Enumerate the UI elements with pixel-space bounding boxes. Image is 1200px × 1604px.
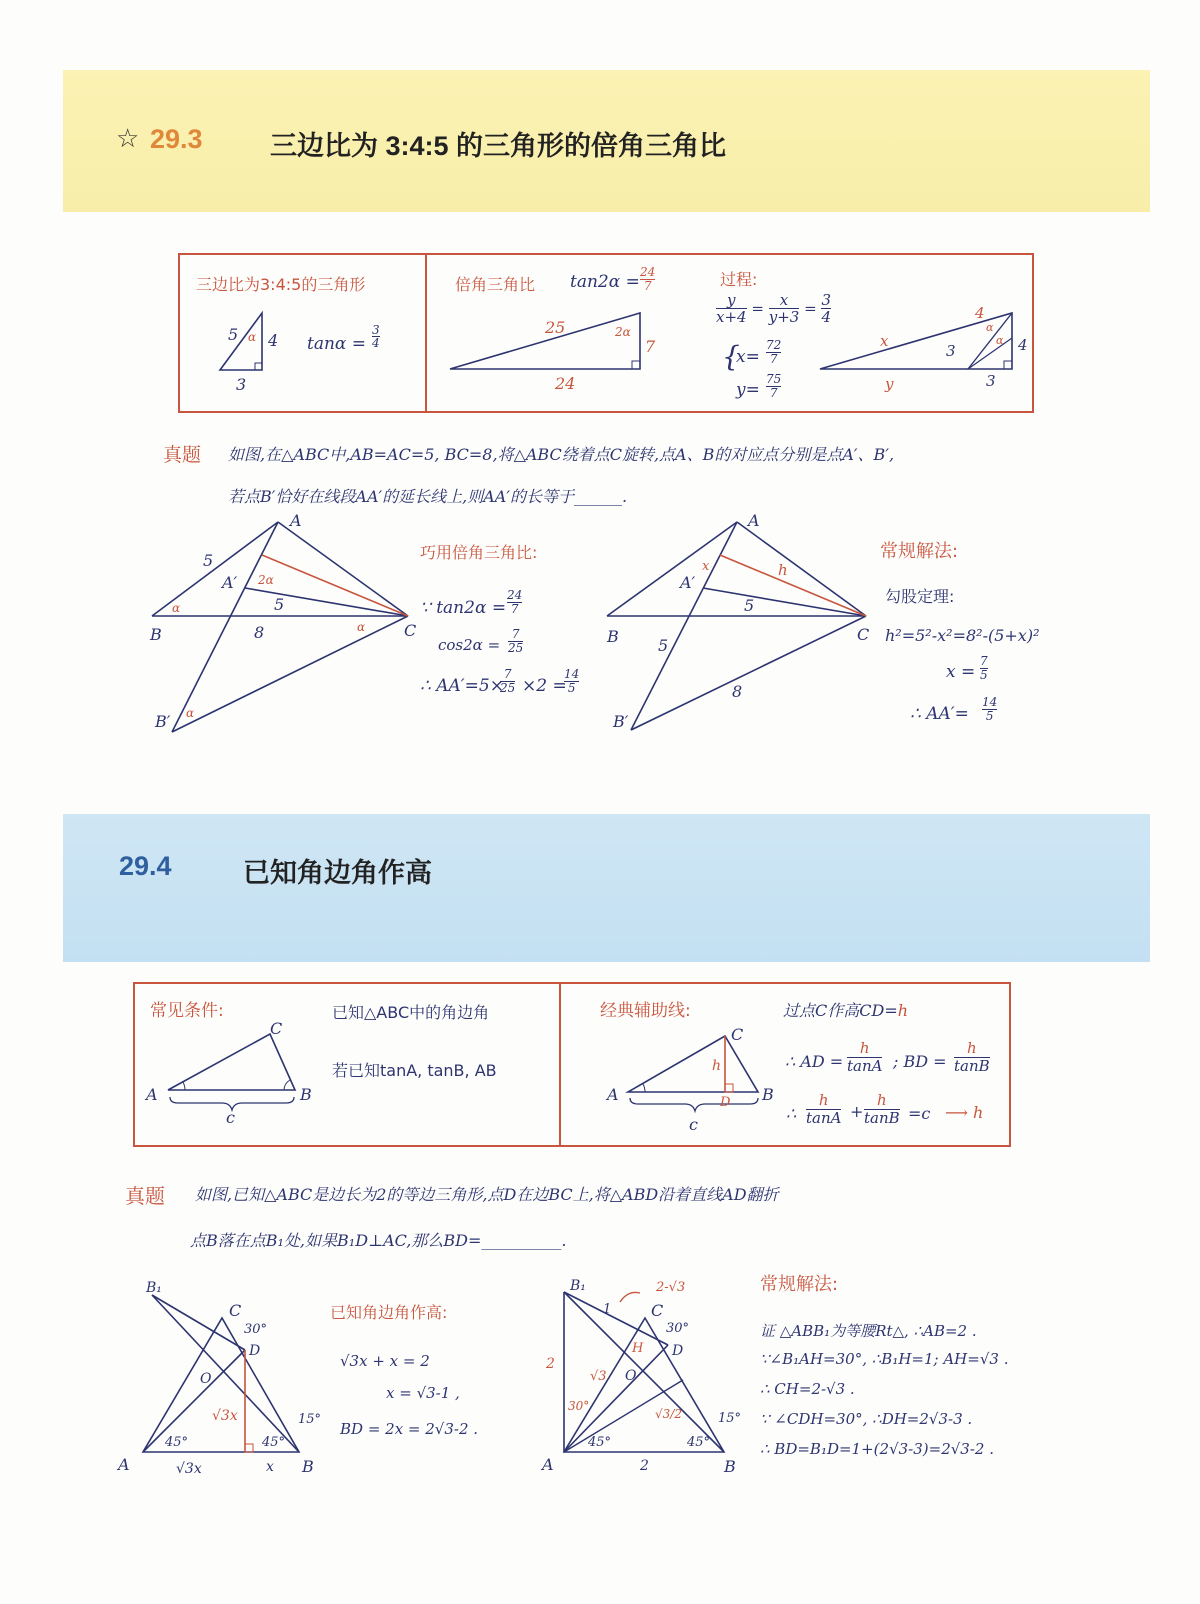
label-3c: 3	[986, 372, 996, 390]
fig2-x: x	[702, 559, 710, 574]
p2f2-15: 15°	[718, 1411, 742, 1426]
method1-title: 巧用倍角三角比:	[420, 543, 538, 562]
box2b-A: A	[607, 1085, 619, 1104]
section-title-2: 已知角边角作高	[243, 858, 432, 888]
p2f1-B: B	[302, 1457, 314, 1476]
fig2-h: h	[778, 561, 788, 579]
p2f1-B1: B₁	[146, 1280, 162, 1296]
p2f2-D: D	[672, 1343, 684, 1359]
label-x: x	[880, 332, 889, 350]
label-4c: 4	[1018, 336, 1028, 354]
arrow-h: ⟶ h	[945, 1103, 984, 1122]
p2f1-sqrt3x: √3x	[212, 1408, 238, 1424]
p2f1-O: O	[200, 1371, 212, 1387]
box2b-h: h	[712, 1058, 722, 1074]
fig1-C: C	[404, 621, 417, 640]
frac-75-7: 75 7	[766, 372, 782, 400]
box2-B: B	[300, 1085, 312, 1104]
p2f2-C: C	[651, 1301, 664, 1320]
fig1-5b: 5	[274, 595, 285, 614]
label-3b: 3	[946, 342, 956, 360]
x-solution: x=	[736, 347, 760, 367]
plus-sign: +	[850, 1102, 864, 1121]
p2f2-sqrt3-2: √3/2	[655, 1407, 682, 1421]
m1-frac-14-5: 14 5	[564, 667, 580, 695]
tan-2alpha: tan2α =	[570, 272, 640, 292]
box2-c2-line2: ∴ AD =	[785, 1052, 844, 1071]
section-number-2: 29.4	[119, 851, 172, 881]
box2-c: c	[226, 1108, 235, 1127]
frac-3-4: 3 4	[372, 323, 380, 350]
label-y: y	[885, 375, 894, 393]
p2-m2-line4: ∵ ∠CDH=30°, ∴DH=2√3-3 .	[760, 1410, 973, 1428]
p2f2-A: A	[542, 1455, 554, 1474]
m1-line3: ∴ AA′=5×	[420, 676, 504, 696]
p2f2-2: 2	[546, 1356, 555, 1372]
problem2-line-1: 如图,已知△ABC是边长为2的等边三角形,点D在边BC上,将△ABD沿着直线AD翻折	[195, 1185, 779, 1204]
box1-col2-title: 倍角三角比	[455, 275, 536, 294]
frac-h-tanA: h tanA	[847, 1039, 883, 1075]
p2f2-2b: 2	[640, 1458, 649, 1474]
process-equation: $\frac{y}{x+4}$ = $\frac{x}{y+3}$ = $\frac{3}{4}$	[716, 291, 831, 326]
p2f2-sqrt3: √3	[590, 1369, 607, 1384]
box2b-B: B	[762, 1085, 774, 1104]
box2-c2-line3: ∴	[786, 1104, 797, 1123]
p2-method1-title: 已知角边角作高:	[330, 1303, 448, 1322]
label-24: 24	[555, 374, 576, 393]
fig1-alpha3: α	[186, 706, 195, 720]
frac-h-tanB-b: h tanB	[864, 1091, 900, 1127]
p2-m1-line3: BD = 2x = 2√3-2 .	[340, 1420, 479, 1438]
box2-A: A	[146, 1085, 158, 1104]
p2-m1-line1: √3x + x = 2	[340, 1352, 430, 1370]
m1-line2: cos2α =	[438, 636, 501, 654]
problem-line-1: 如图,在△ABC中,AB=AC=5, BC=8,将△ABC绕着点C旋转,点A、B的对应点分别是点A′、B′,	[228, 445, 895, 464]
p2f1-30: 30°	[244, 1322, 268, 1337]
fig1-8: 8	[254, 623, 265, 642]
label-3: 3	[236, 375, 247, 394]
box2b-C: C	[731, 1025, 744, 1044]
p2-m2-line3: ∴ CH=2-√3 .	[760, 1380, 855, 1398]
fig1-A1: A′	[222, 573, 238, 592]
m1-frac-7-25: 7 25	[508, 627, 524, 655]
box2-col2-title: 经典辅助线:	[600, 1001, 691, 1021]
fig1-2alpha: 2α	[258, 573, 274, 587]
fig1-B1: B′	[155, 712, 171, 731]
p2f2-O: O	[625, 1368, 637, 1384]
fig1-alpha2: α	[357, 620, 366, 634]
m2-line2: h²=5²-x²=8²-(5+x)²	[885, 626, 1040, 645]
p2f2-45a: 45°	[588, 1435, 612, 1450]
p2f1-sqrt3x-b: √3x	[176, 1461, 202, 1477]
fig2-5b: 5	[658, 636, 669, 655]
fig2-C: C	[857, 625, 870, 644]
fig2-A: A	[748, 511, 760, 530]
m2-line1: 勾股定理:	[885, 587, 955, 606]
frac-72-7: 72 7	[766, 338, 782, 366]
fig2-8: 8	[732, 682, 743, 701]
p2f1-x: x	[266, 1459, 274, 1475]
method2-title: 常规解法:	[880, 541, 959, 562]
fig1-B: B	[150, 625, 162, 644]
p2f2-H: H	[632, 1341, 644, 1356]
p2f1-D: D	[249, 1343, 261, 1359]
p2f1-C: C	[229, 1301, 242, 1320]
p2-m2-line5: ∴ BD=B₁D=1+(2√3-3)=2√3-2 .	[760, 1440, 994, 1458]
box1-col3-title: 过程:	[720, 270, 758, 289]
m1-line1: ∵ tan2α =	[420, 598, 507, 618]
section-title: 三边比为 3:4:5 的三角形的倍角三角比	[270, 131, 727, 161]
p2-m2-line2: ∵∠B₁AH=30°, ∴B₁H=1; AH=√3 .	[760, 1350, 1009, 1368]
frac-h-tanA-b: h tanA	[806, 1091, 842, 1127]
m2-frac-14-5: 14 5	[982, 695, 998, 723]
fig1-alpha1: α	[172, 601, 181, 615]
box2-c1-line2: 若已知tanA, tanB, AB	[332, 1061, 497, 1080]
fig1-5: 5	[203, 551, 214, 570]
star-icon: ☆	[116, 123, 140, 153]
box1-col1-title: 三边比为3:4:5的三角形	[196, 275, 366, 294]
fig1-A: A	[290, 511, 302, 530]
m1-frac-24-7: 24 7	[507, 588, 523, 616]
box2-col1-title: 常见条件:	[150, 1001, 224, 1021]
m1-line3b: ×2 =	[522, 676, 567, 696]
p2f1-15: 15°	[298, 1412, 322, 1427]
fig2-B1: B′	[613, 712, 629, 731]
problem-line-2: 若点B′恰好在线段AA′的延长线上,则AA′的长等于______.	[228, 487, 628, 506]
label-alpha-b: α	[986, 321, 994, 334]
label-5: 5	[228, 325, 239, 344]
problem2-line-2: 点B落在点B₁处,如果B₁D⊥AC,那么BD=__________.	[190, 1231, 567, 1250]
p2f2-1: 1	[603, 1302, 612, 1317]
box2-c2-line2b: ; BD =	[893, 1052, 947, 1071]
tan-alpha: tanα =	[307, 334, 367, 354]
p2f2-45b: 45°	[687, 1435, 711, 1450]
p2f2-30b: 30°	[568, 1399, 590, 1413]
label-7: 7	[645, 337, 656, 356]
p2f1-45a: 45°	[165, 1435, 189, 1450]
fig2-5: 5	[744, 596, 755, 615]
section-number: 29.3	[150, 124, 203, 154]
problem-label: 真题	[163, 444, 202, 466]
p2-m1-line2: x = √3-1 ,	[386, 1384, 460, 1402]
p2f2-B1: B₁	[570, 1278, 586, 1294]
p2-method2-title: 常规解法:	[760, 1274, 839, 1295]
label-4: 4	[268, 331, 279, 350]
label-4b: 4	[975, 304, 985, 322]
p2f1-A: A	[118, 1455, 130, 1474]
box2b-D: D	[720, 1095, 731, 1110]
m1-frac-7-25b: 7 25	[500, 667, 516, 695]
p2f2-B: B	[724, 1457, 736, 1476]
m2-line4: ∴ AA′=	[910, 704, 969, 724]
fig2-A1: A′	[680, 573, 696, 592]
m2-frac-7-5: 7 5	[980, 654, 988, 682]
box2-c1-line1: 已知△ABC中的角边角	[332, 1003, 490, 1022]
frac-h-tanB: h tanB	[954, 1039, 990, 1075]
box2-c2-line1: 过点C作高CD=h	[783, 1001, 909, 1020]
system-brace: {	[722, 340, 740, 373]
label-2alpha: 2α	[615, 325, 631, 339]
label-alpha-c: α	[996, 334, 1004, 347]
p2f2-30: 30°	[666, 1321, 690, 1336]
m2-line3: x =	[946, 662, 976, 682]
p2-m2-line1: 证 △ABB₁为等腰Rt△, ∴AB=2 .	[760, 1322, 977, 1340]
label-25: 25	[545, 318, 566, 337]
p2f1-45b: 45°	[262, 1435, 286, 1450]
y-solution: y=	[736, 380, 760, 400]
problem2-label: 真题	[125, 1184, 165, 1208]
box2b-c: c	[689, 1115, 698, 1134]
label-alpha: α	[248, 330, 257, 344]
box2-C: C	[270, 1019, 283, 1038]
p2f2-2-sqrt3: 2-√3	[656, 1280, 686, 1295]
box2-c2-line3b: =c	[908, 1104, 931, 1123]
frac-24-7: 24 7	[640, 265, 656, 293]
fig2-B: B	[607, 627, 619, 646]
